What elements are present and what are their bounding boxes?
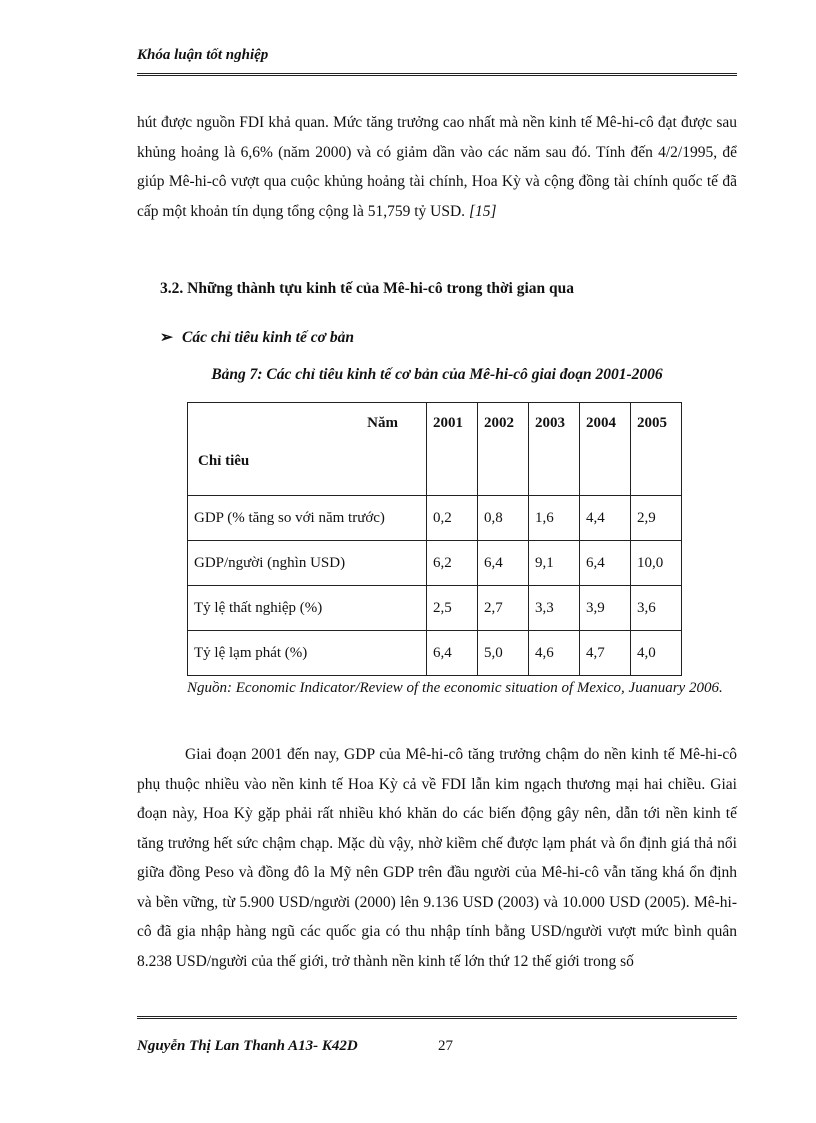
table-cell: 1,6 bbox=[529, 496, 580, 541]
table-cell: 6,2 bbox=[427, 541, 478, 586]
table-corner-cell bbox=[188, 403, 427, 496]
paragraph-1 bbox=[137, 108, 737, 226]
header-title: Khóa luận tốt nghiệp bbox=[137, 47, 269, 63]
table-cell: 4,7 bbox=[580, 631, 631, 676]
footer-author: Nguyễn Thị Lan Thanh A13- K42D bbox=[137, 1038, 358, 1054]
year-header: 2002 bbox=[478, 403, 529, 496]
table-row bbox=[188, 496, 682, 541]
year-header: 2004 bbox=[580, 403, 631, 496]
table-cell: 4,4 bbox=[580, 496, 631, 541]
year-header: 2003 bbox=[529, 403, 580, 496]
table-header-row bbox=[188, 403, 682, 496]
table-cell: 3,6 bbox=[631, 586, 682, 631]
table-cell: 6,4 bbox=[580, 541, 631, 586]
footer-rule bbox=[137, 1016, 737, 1019]
table-cell: 3,9 bbox=[580, 586, 631, 631]
row-label: GDP/người (nghìn USD) bbox=[188, 541, 427, 586]
corner-indicator-label: Chỉ tiêu bbox=[198, 453, 250, 469]
table-cell: 5,0 bbox=[478, 631, 529, 676]
table-row bbox=[188, 631, 682, 676]
row-label: GDP (% tăng so với năm trước) bbox=[188, 496, 427, 541]
table-cell: 2,9 bbox=[631, 496, 682, 541]
table-row bbox=[188, 541, 682, 586]
row-label: Tỷ lệ lạm phát (%) bbox=[188, 631, 427, 676]
table-cell: 6,4 bbox=[478, 541, 529, 586]
table-source: Nguồn: Economic Indicator/Review of the economic situation of Mexico, Juanuary 2006. bbox=[187, 680, 723, 696]
table-cell: 6,4 bbox=[427, 631, 478, 676]
table-cell: 0,2 bbox=[427, 496, 478, 541]
citation: [15] bbox=[468, 202, 497, 220]
subsection-heading-text: Các chỉ tiêu kinh tế cơ bản bbox=[182, 329, 354, 346]
table-cell: 4,0 bbox=[631, 631, 682, 676]
table-cell: 3,3 bbox=[529, 586, 580, 631]
table-cell: 2,7 bbox=[478, 586, 529, 631]
row-label: Tỷ lệ thất nghiệp (%) bbox=[188, 586, 427, 631]
year-header: 2005 bbox=[631, 403, 682, 496]
table-cell: 10,0 bbox=[631, 541, 682, 586]
arrow-bullet-icon: ➢ bbox=[160, 329, 173, 346]
header-rule bbox=[137, 73, 737, 76]
year-header: 2001 bbox=[427, 403, 478, 496]
table-cell: 4,6 bbox=[529, 631, 580, 676]
subsection-heading bbox=[160, 328, 354, 347]
table-cell: 9,1 bbox=[529, 541, 580, 586]
corner-year-label: Năm bbox=[367, 415, 398, 431]
paragraph-1-text: hút được nguồn FDI khả quan. Mức tăng trưởng cao nhất mà nền kinh tế Mê-hi-cô đạt được sau khủng hoảng là 6,6% (năm 2000) và có giảm dần vào các năm sau đó. Tính đến 4/2/1995, để giúp Mê-hi-cô vượt qua cuộc khủng hoảng tài chính, Hoa Kỳ và cộng đồng tài chính quốc tế đã cấp một khoản tín dụng tổng cộng là 51,759 tỷ USD. bbox=[137, 114, 737, 220]
table-row bbox=[188, 586, 682, 631]
table-caption: Bảng 7: Các chỉ tiêu kinh tế cơ bản của Mê-hi-cô giai đoạn 2001-2006 bbox=[211, 366, 663, 383]
page-number: 27 bbox=[438, 1038, 453, 1054]
indicators-table bbox=[187, 402, 682, 676]
section-heading: 3.2. Những thành tựu kinh tế của Mê-hi-cô trong thời gian qua bbox=[160, 280, 575, 297]
paragraph-2: Giai đoạn 2001 đến nay, GDP của Mê-hi-cô tăng trưởng chậm do nền kinh tế Mê-hi-cô phụ thuộc nhiều vào nền kinh tế Hoa Kỳ cả về FDI lẫn kim ngạch thương mại hai chiều. Giai đoạn này, Hoa Kỳ gặp phải rất nhiều khó khăn do các biến động gây nên, dẫn tới nền kinh tế tăng trưởng hết sức chậm chạp. Mặc dù vậy, nhờ kiềm chế được lạm phát và ổn định giá thả nổi giữa đồng Peso và đồng đô la Mỹ nên GDP trên đầu người của Mê-hi-cô vẫn tăng khá ổn định và bền vững, từ 5.900 USD/người (2000) lên 9.136 USD (2003) và 10.000 USD (2005). Mê-hi-cô đã gia nhập hàng ngũ các quốc gia có thu nhập tính bằng USD/người vượt mức bình quân 8.238 USD/người của thế giới, trở thành nền kinh tế lớn thứ 12 thế giới trong số bbox=[137, 746, 737, 970]
table-cell: 0,8 bbox=[478, 496, 529, 541]
table-cell: 2,5 bbox=[427, 586, 478, 631]
